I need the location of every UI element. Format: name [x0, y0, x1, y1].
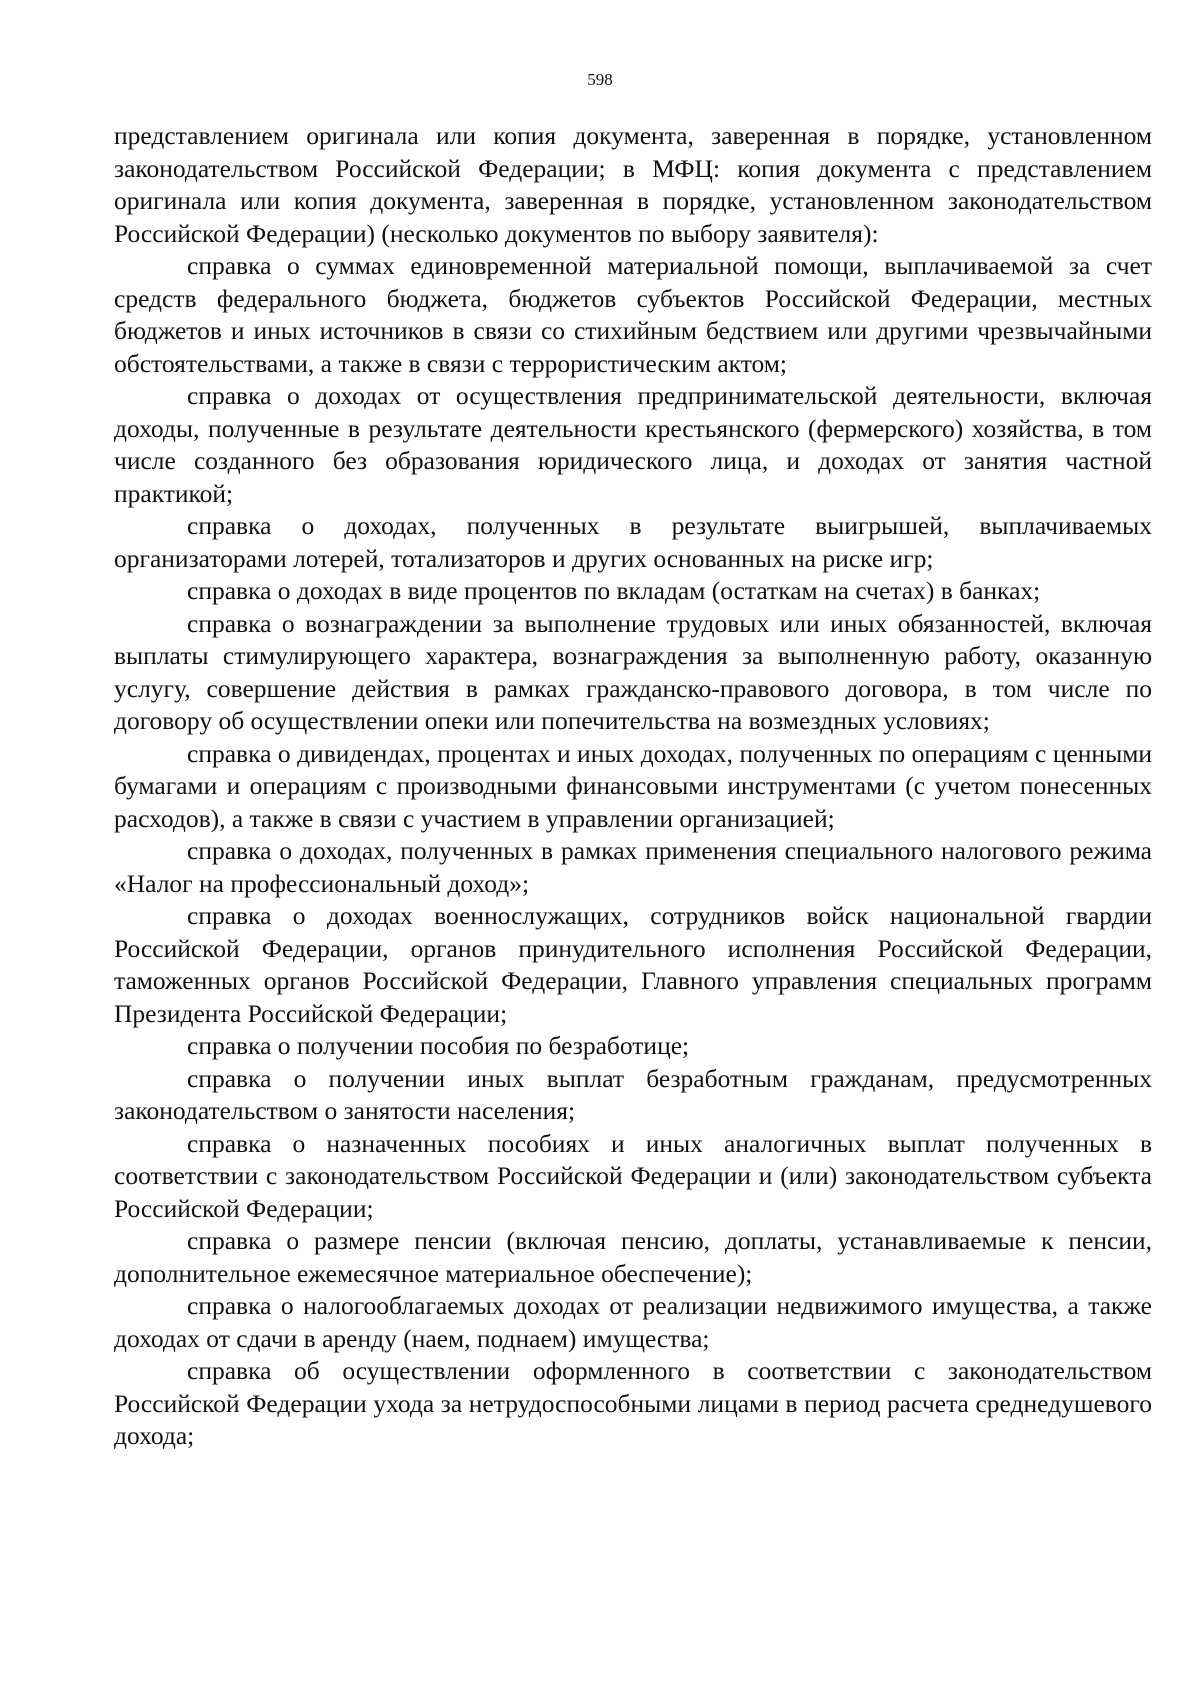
document-body: [114, 120, 1152, 1453]
paragraph-item: справка о получении пособия по безработице;: [187, 1031, 690, 1060]
paragraph-item: справка о дивидендах, процентах и иных доходах, полученных по операциям с ценными бумагами и операциям с производными финансовыми инструментами (с учетом понесенных расходов), а также в связи с участием в управлении организацией;: [114, 738, 1152, 833]
paragraph-item: справка о налогооблагаемых доходах от реализации недвижимого имущества, а также доходах от сдачи в аренду (наем, поднаем) имущества;: [114, 1291, 1152, 1353]
paragraph-item: справка о размере пенсии (включая пенсию, доплаты, устанавливаемые к пенсии, дополнительное ежемесячное материальное обеспечение);: [114, 1226, 1152, 1288]
paragraph-item: справка о назначенных пособиях и иных аналогичных выплат полученных в соответствии с законодательством Российской Федерации и (или) законодательством субъекта Российской Федерации;: [114, 1128, 1152, 1223]
paragraph-item: справка о доходах в виде процентов по вкладам (остаткам на счетах) в банках;: [187, 576, 1041, 605]
paragraph-continuation: представлением оригинала или копия документа, заверенная в порядке, установленном законодательством Российской Федерации; в МФЦ: копия документа с представлением оригинала или копия документа, заверенная в порядке, установленном законодательством Российской Федерации) (несколько документов по выбору заявителя):: [114, 121, 1152, 248]
page-number: 598: [587, 70, 613, 89]
paragraph-item: справка о получении иных выплат безработным гражданам, предусмотренных законодательством о занятости населения;: [114, 1063, 1152, 1125]
paragraph-item: справка о доходах, полученных в рамках применения специального налогового режима «Налог на профессиональный доход»;: [114, 836, 1152, 898]
paragraph-item: справка о вознаграждении за выполнение трудовых или иных обязанностей, включая выплаты стимулирующего характера, вознаграждения за выполненную работу, оказанную услугу, совершение действия в рамках гражданско-правового договора, в том числе по договору об осуществлении опеки или попечительства на возмездных условиях;: [114, 608, 1152, 735]
paragraph-item: справка о доходах, полученных в результате выигрышей, выплачиваемых организаторами лотерей, тотализаторов и других основанных на риске игр;: [114, 511, 1152, 573]
paragraph-item: справка о доходах военнослужащих, сотрудников войск национальной гвардии Российской Федерации, органов принудительного исполнения Российской Федерации, таможенных органов Российской Федерации, Главного управления специальных программ Президента Российской Федерации;: [114, 901, 1152, 1028]
paragraph-item: справка о доходах от осуществления предпринимательской деятельности, включая доходы, полученные в результате деятельности крестьянского (фермерского) хозяйства, в том числе созданного без образования юридического лица, и доходах от занятия частной практикой;: [114, 381, 1152, 508]
paragraph-item: справка об осуществлении оформленного в соответствии с законодательством Российской Федерации ухода за нетрудоспособными лицами в период расчета среднедушевого дохода;: [114, 1356, 1152, 1450]
paragraph-item: справка о суммах единовременной материальной помощи, выплачиваемой за счет средств федерального бюджета, бюджетов субъектов Российской Федерации, местных бюджетов и иных источников в связи со стихийным бедствием или другими чрезвычайными обстоятельствами, а также в связи с террористическим актом;: [114, 251, 1152, 378]
